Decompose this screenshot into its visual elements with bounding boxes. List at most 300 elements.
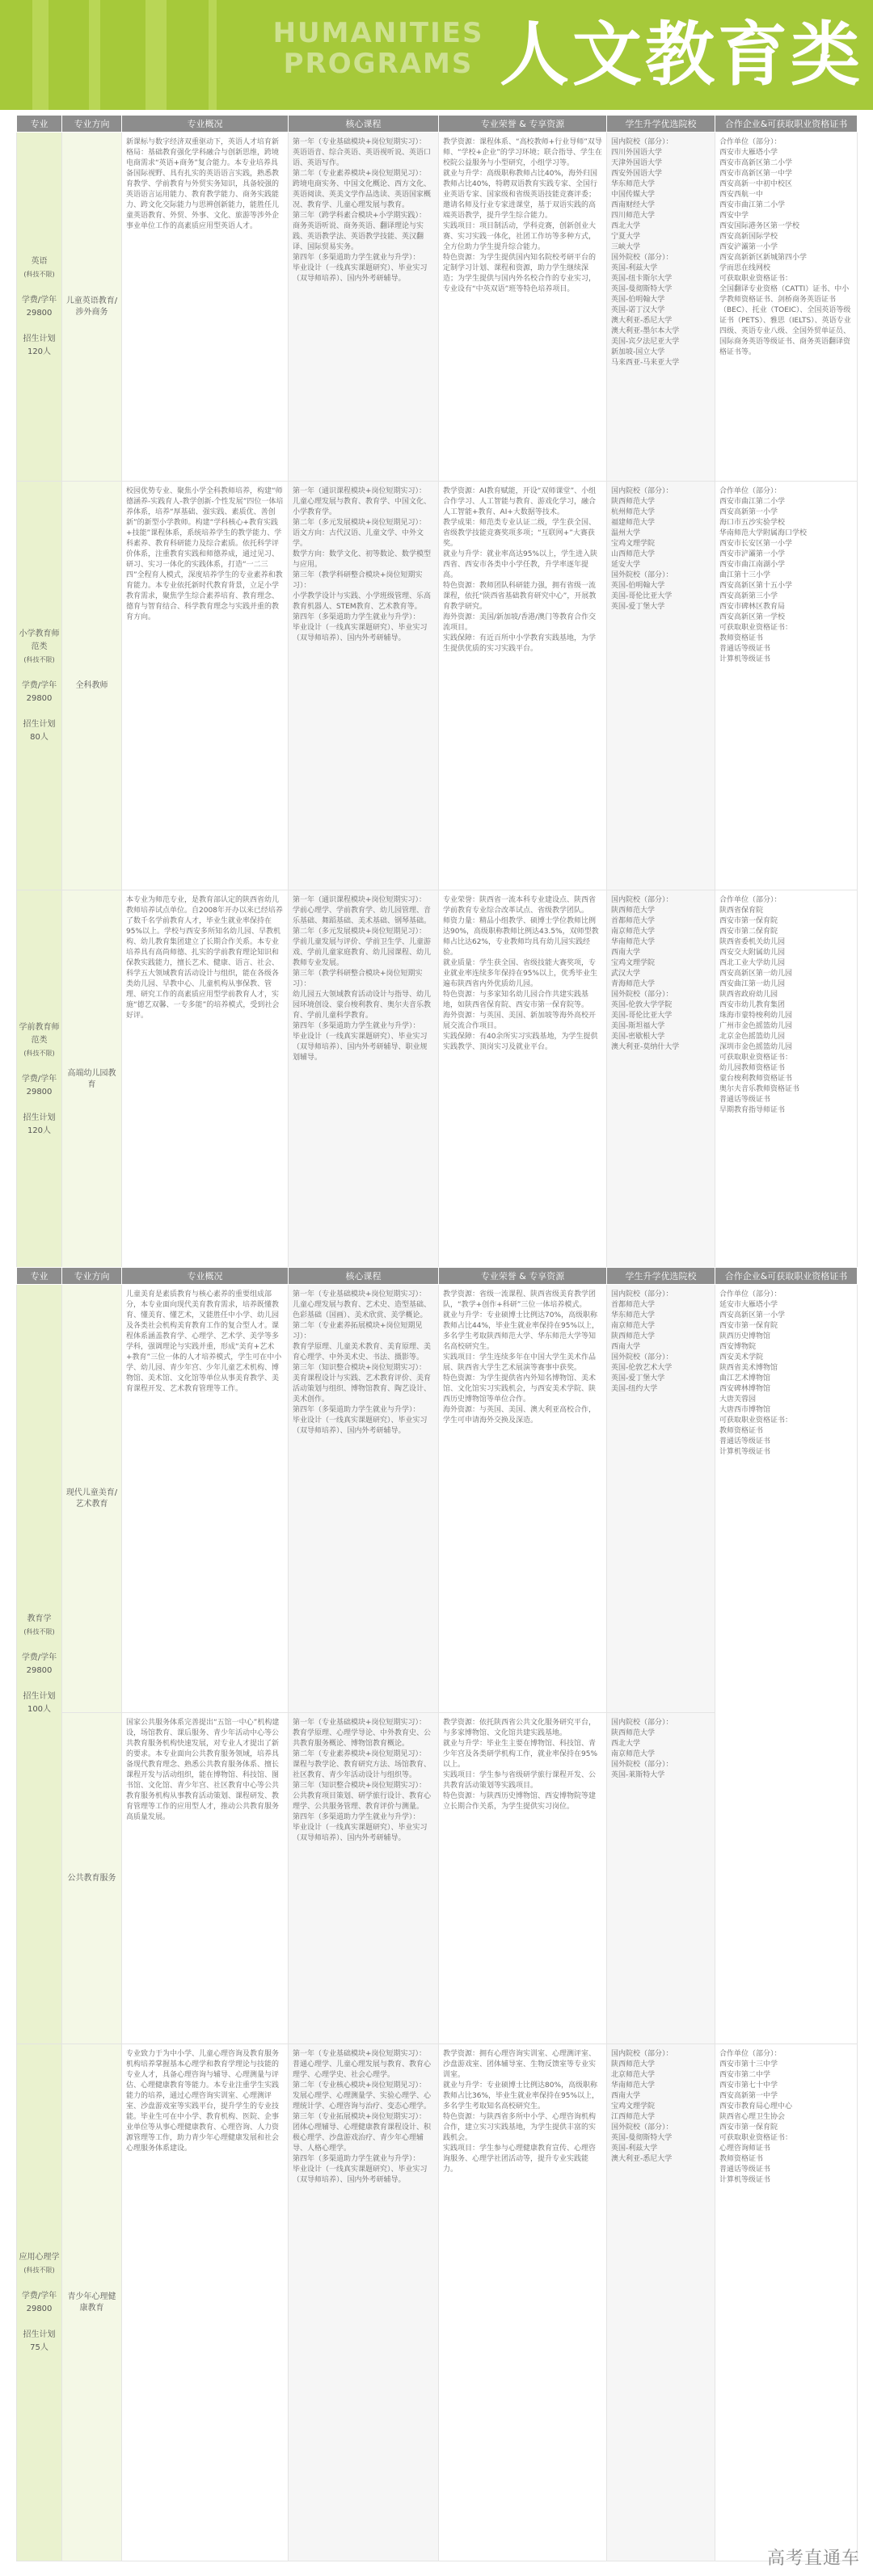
- plan-value: 120人: [27, 347, 52, 356]
- cell-line: 教师资格证书: [719, 1427, 764, 1435]
- schools-cell: [607, 133, 715, 482]
- overview-cell: 校园优势专业、聚焦小学全科教师培养，构建“师德涵养-实践育人-教学创新-个性发展”四位一体培养体系，培养“厚基础、强实践、素质优、善创新”的新型小学教师。构建“学科核心+教育实践+技能”课程体系，系统培养学生的教学能力、学科素养、教育科研能力及综合素质。依托科学评价体系，注重教育实践和师德养成，通过见习、研习、实习一体化的实践体系，打造“一二三四”全程育人模式，深度培养学生的专业素养和教育能力。本专业依托新时代教育背景，立足小学教育需求，聚焦学生综合素养培育、教育理念、德育与智育结合、科学教育理念与实践并重的教育方向。: [122, 482, 289, 890]
- plan-value: 75人: [30, 2342, 48, 2352]
- cell-line: 特色资源：与多家知名幼儿园合作共建实践基地，如陕西省保育院、西安市第一保育院等。: [443, 991, 589, 1009]
- banner-stripe: [32, 0, 48, 110]
- major-name: 英语: [31, 256, 48, 266]
- direction-cell: 全科教师: [62, 482, 122, 890]
- cell-line: 可获取职业资格证书：: [719, 2134, 793, 2142]
- courses-cell: [289, 890, 439, 1269]
- header-honors: 专业荣誉 & 专享资源: [439, 1268, 607, 1285]
- partners-cell: [715, 2044, 858, 2561]
- cell-line: 国外院校（部分）：: [611, 254, 673, 262]
- cell-line: 澳大利亚-莫纳什大学: [611, 1043, 680, 1051]
- cell-line: 海外资源：与英国、美国、澳大利亚高校合作，学生可申请海外交换及深造。: [443, 1406, 597, 1425]
- cell-line: 英国-诺丁汉大学: [611, 306, 665, 314]
- cell-line: 西安高新区第一幼儿园: [719, 970, 793, 978]
- cell-line: 第四年（多渠道助力学生就业与升学）：: [293, 613, 420, 621]
- cell-line: 新加坡-国立大学: [611, 348, 665, 356]
- cell-line: 英国-爱丁堡大学: [611, 603, 665, 611]
- cell-line: 就业与升学：高级职称教师占比40%，海外归国教师占比40%，特聘双语教育实践专家、全国行业英语专家、国家级和省级英语技能竞赛评委；邀请名师及行业专家进课堂，基于双语实践的高端英语教学，提升学生综合能力。: [443, 170, 598, 220]
- cell-line: 第一年（专业基础模块+岗位短期实习）：: [293, 1719, 427, 1727]
- table-row: [17, 133, 858, 482]
- cell-line: 英国-伯明翰大学: [611, 582, 665, 590]
- cell-line: 第二年（多元发展模块+岗位短期见习）：: [293, 519, 427, 527]
- cell-line: 西安高新国际学校: [719, 233, 778, 241]
- major-name: 学前教育师范类: [19, 1022, 60, 1045]
- cell-line: 蒙台梭利教师资格证书: [719, 1075, 793, 1083]
- cell-line: 实践项目：学生参与心理健康教育宣传、心理咨询服务、心理学社团活动等，提升专业实践能力。: [443, 2145, 597, 2174]
- cell-line: 特色资源：为学生提供国内知名院校考研平台的定制学习计划、课程和资源，助力学生继续深造；为学生提供与国内外名校合作的专业实习，专业设有“中英双语”班等特色培养项目。: [443, 254, 597, 293]
- cell-line: 宁夏大学: [611, 233, 641, 241]
- plan-label: 招生计划: [23, 2330, 56, 2339]
- cell-line: 西安市高新区第二小学: [719, 159, 793, 167]
- fee-label: 学费/学年: [21, 1652, 57, 1662]
- plan-value: 80人: [30, 732, 48, 742]
- cell-line: 西安市浐灞第一小学: [719, 550, 786, 558]
- cell-line: 第一年（专业基础模块+岗位短期实习）：: [293, 1290, 427, 1299]
- cell-line: 特色资源：与陕西省多所中小学、心理咨询机构合作，建立实习实践基地，为学生提供丰富的实践机会。: [443, 2113, 597, 2142]
- cell-line: 普通话等级证书: [719, 2166, 771, 2174]
- major-cell: [17, 890, 62, 1269]
- cell-line: 陕西师范大学: [611, 498, 656, 506]
- cell-line: 第三年（专业拓展模块+岗位短期实习）：: [293, 2113, 427, 2121]
- cell-line: 合作单位（部分）：: [719, 1290, 782, 1299]
- cell-line: 山西师范大学: [611, 550, 656, 558]
- cell-line: 第四年（多渠道助力学生就业与升学）：: [293, 1813, 420, 1821]
- major-name: 教育学: [27, 1614, 52, 1623]
- cell-line: 第一年（专业基础模块+岗位短期实习）：: [293, 138, 427, 146]
- cell-line: 可获取职业资格证书：: [719, 1416, 793, 1425]
- cell-line: 学前儿童发展与评价、学前卫生学、儿童游戏、学前儿童家庭教育、幼儿园课程、幼儿教师专业发展。: [293, 938, 432, 967]
- cell-line: 国外院校（部分）：: [611, 991, 673, 999]
- cell-line: 美国-斯坦福大学: [611, 1022, 665, 1030]
- cell-line: 第三年（教学科研整合模块+岗位短期实习）：: [293, 571, 423, 590]
- cell-line: 西安市教育局心理中心: [719, 2102, 793, 2111]
- cell-line: 陕西省美术博物馆: [719, 1364, 778, 1372]
- cell-line: 普通话等级证书: [719, 1096, 771, 1104]
- cell-line: 第四年（多渠道助力学生就业与升学）：: [293, 1406, 420, 1414]
- honors-cell: [439, 1713, 607, 2044]
- cell-line: 毕业设计（一线真实课题研究）、毕业实习（双导师培养）、国内外考研辅导。: [293, 1824, 428, 1842]
- major-tag: (科技不限): [23, 1627, 55, 1635]
- plan-label: 招生计划: [23, 334, 56, 343]
- cell-line: 西安曲江第一幼儿园: [719, 980, 786, 988]
- plan-value: 100人: [27, 1704, 52, 1714]
- cell-line: 青海师范大学: [611, 980, 656, 988]
- cell-line: 西安市第七十中学: [719, 2081, 778, 2090]
- cell-line: 天津外国语大学: [611, 159, 663, 167]
- cell-line: 福建师范大学: [611, 519, 656, 527]
- courses-cell: [289, 1285, 439, 1713]
- cell-line: 计算机等级证书: [719, 1448, 771, 1456]
- cell-line: 西安高新区第一学校: [719, 613, 786, 621]
- cell-line: 幼儿园五大领域教育活动设计与指导、幼儿园环境创设、蒙台梭利教育、奥尔夫音乐教育、学前儿童科学教育。: [293, 991, 432, 1020]
- cell-line: 国外院校（部分）：: [611, 1761, 673, 1769]
- courses-cell: [289, 1713, 439, 2044]
- plan-value: 120人: [27, 1126, 52, 1135]
- cell-line: 特色资源：与陕西历史博物馆、西安博物院等建立长期合作关系，为学生提供实习岗位。: [443, 1792, 597, 1811]
- cell-line: 第一年（通识课程模块+岗位短期实习）：: [293, 487, 427, 495]
- cell-line: 西安高新区第十五小学: [719, 582, 793, 590]
- cell-line: 首都师范大学: [611, 1301, 656, 1309]
- header-courses: 核心课程: [289, 1268, 439, 1285]
- cell-line: 英国-利兹大学: [611, 2145, 658, 2153]
- cell-line: 广州市金色摇篮幼儿园: [719, 1022, 793, 1030]
- cell-line: 华东师范大学: [611, 1311, 656, 1320]
- cell-line: 陕西省心理卫生协会: [719, 2113, 786, 2121]
- cell-line: 西安市曲江南湖小学: [719, 561, 786, 569]
- cell-line: 美国-密歇根大学: [611, 1033, 665, 1041]
- major-tag: (科技不限): [23, 1049, 55, 1057]
- cell-line: 西安高新一中初中校区: [719, 180, 793, 188]
- courses-cell: [289, 133, 439, 482]
- cell-line: 马来西亚-马来亚大学: [611, 359, 680, 367]
- cell-line: 学前心理学、学前教育学、幼儿园管理、音乐基础、舞蹈基础、美术基础、钢琴基础。: [293, 907, 432, 925]
- cell-line: 西安交大附属幼儿园: [719, 949, 786, 957]
- fee-label: 学费/学年: [21, 680, 57, 690]
- banner-title-cn: 人文教育类: [500, 15, 863, 95]
- cell-line: 第二年（专业素养模块+岗位短期见习）：: [293, 1750, 427, 1758]
- major-tag: (科技不限): [23, 655, 55, 663]
- cell-line: 计算机等级证书: [719, 655, 771, 663]
- cell-line: 早期教育指导师证书: [719, 1106, 786, 1114]
- cell-line: 陕西师范大学: [611, 907, 656, 915]
- cell-line: 实践保障：有40余所实习实践基地，为学生提供实践教学、顶岗实习及就业平台。: [443, 1033, 598, 1051]
- cell-line: 毕业设计（一线真实课题研究）、毕业实习（双导师培养）、国内外考研辅导。: [293, 624, 428, 642]
- banner-stripe: [209, 0, 217, 110]
- cell-line: 南京师范大学: [611, 928, 656, 936]
- table-row: [17, 1285, 858, 1713]
- cell-line: 西安高新第一中学: [719, 2092, 778, 2100]
- cell-line: 第三年（跨学科素合模块+小学期实践）：: [293, 212, 427, 220]
- cell-line: 第三年（教学科研整合模块+岗位短期实习）：: [293, 970, 423, 988]
- cell-line: 澳大利亚-墨尔本大学: [611, 327, 680, 335]
- partners-cell: [715, 890, 858, 1269]
- major-cell: [17, 2044, 62, 2561]
- cell-line: 陕西省委机关幼儿园: [719, 938, 786, 946]
- cell-line: 合作单位（部分）：: [719, 487, 782, 495]
- table-row: [17, 2044, 858, 2561]
- cell-line: 第三年（知识整合模块+岗位短期实习）：: [293, 1782, 427, 1790]
- cell-line: 毕业设计（一线真实课题研究）、毕业实习（双导师培养）、国内外考研辅导、职业规划辅导。: [293, 1033, 428, 1062]
- partners-cell: [715, 482, 858, 890]
- cell-line: 西安市第一保育院: [719, 917, 778, 925]
- cell-line: 宝鸡文理学院: [611, 540, 656, 548]
- table-header-row: [17, 1268, 858, 1285]
- cell-line: 团体心理辅导、心理健康教育课程设计、积极心理学、沙盘游戏治疗、青少年心理辅导、人格心理学。: [293, 2124, 432, 2153]
- header-direction: 专业方向: [62, 116, 122, 133]
- header-schools: 学生升学优选院校: [607, 1268, 715, 1285]
- cell-line: 陕西师范大学: [611, 1332, 656, 1341]
- cell-line: 西安国际港务区第一学校: [719, 222, 800, 230]
- header-honors: 专业荣誉 & 专享资源: [439, 116, 607, 133]
- cell-line: 西安市第一保育院: [719, 1322, 778, 1330]
- major-cell: [17, 482, 62, 890]
- cell-line: 国外院校（部分）：: [611, 1353, 673, 1362]
- cell-line: 江西师范大学: [611, 2113, 656, 2121]
- header-courses: 核心课程: [289, 116, 439, 133]
- honors-cell: [439, 890, 607, 1269]
- schools-cell: [607, 890, 715, 1269]
- cell-line: 小学教学设计与实践、小学班级管理、乐高教育机器人、STEM教育、艺术教育等。: [293, 592, 432, 611]
- direction-cell: 公共教育服务: [62, 1713, 122, 2044]
- cell-line: 普通话等级证书: [719, 645, 771, 653]
- cell-line: 实践保障：有近百所中小学教育实践基地，为学生提供优质的实习实践平台。: [443, 634, 597, 653]
- cell-line: 就业质量：学生获全国、省级技能大赛奖项，专业就业率连续多年保持在95%以上，优秀毕业生遍布陕西省内外优质幼儿园。: [443, 959, 598, 988]
- cell-line: 西安市碑林区教育局: [719, 603, 786, 611]
- cell-line: 西北大学: [611, 222, 641, 230]
- cell-line: 第四年（多渠道助力学生就业与升学）：: [293, 2155, 420, 2163]
- cell-line: 英国-伦敦大学学院: [611, 1001, 673, 1009]
- direction-cell: 现代儿童美育/艺术教育: [62, 1285, 122, 1713]
- fee-value: 29800: [26, 693, 53, 703]
- cell-line: 全国翻译专业资格（CATTI）证书、中小学教师资格证书、剑桥商务英语证书（BEC）、托业（TOEIC）、全国英语等级证书（PETS）、雅思（IELTS）、英语专业四级、英语专业八级、全国外贸单证员、国际商务英语等级证书、商务英语翻译资格证书等。: [719, 285, 851, 356]
- overview-cell: 新课标与数字经济双重驱动下，英语人才培育新格局：基础教育强化学科融合与创新思维，跨境电商需求“英语+商务”复合能力。本专业培养具备国际视野、具有扎实的英语语言实践，熟悉教育教学、学前教育与外贸实务知识，具备较强的英语语言运用能力、教育教学能力、商务实践能力、跨文化交际能力与思辨创新能力，能胜任儿童英语教育、外贸、外事、文化、旅游等涉外企事业单位工作的高素质应用型英语人才。: [122, 133, 289, 482]
- cell-line: 国内院校（部分）：: [611, 1290, 673, 1299]
- cell-line: 美国-哥伦比亚大学: [611, 592, 673, 600]
- cell-line: 合作单位（部分）：: [719, 138, 782, 146]
- cell-line: 第二年（专业素养模块+岗位短期见习）：: [293, 170, 427, 178]
- cell-line: 实践项目：学生连续多年在中国大学生美术作品展、陕西省大学生艺术展演等赛事中获奖。: [443, 1353, 597, 1372]
- cell-line: 合作单位（部分）：: [719, 896, 782, 904]
- programs-table-upper: [16, 115, 858, 1269]
- courses-cell: [289, 482, 439, 890]
- cell-line: 西安西航一中: [719, 191, 764, 199]
- fee-label: 学费/学年: [21, 2291, 57, 2300]
- cell-line: 特色资源：教师团队科研能力强，拥有省级一流课程，依托“陕西省基础教育研究中心”，开展教育教学研究。: [443, 582, 597, 611]
- cell-line: 珠海市蒙特梭利幼儿园: [719, 1012, 793, 1020]
- plan-label: 招生计划: [23, 1691, 56, 1701]
- cell-line: 西南财经大学: [611, 201, 656, 209]
- cell-line: 延安市大雁塔小学: [719, 1301, 778, 1309]
- fee-value: 29800: [26, 1665, 53, 1675]
- cell-line: 就业与升学：专业硕博士比例达80%，高级职称教师占比36%，毕业生就业率保持在95%以上，多名学生考取知名高校研究生。: [443, 2081, 600, 2111]
- cell-line: 教学资源：省级一流课程、陕西省级美育教学团队，“教学+创作+科研”三位一体培养模式。: [443, 1290, 597, 1309]
- cell-line: 就业与升学：毕业生主要在博物馆、科技馆、青少年宫及各类研学机构工作，就业率保持在95%以上。: [443, 1740, 598, 1769]
- cell-line: 南京师范大学: [611, 1750, 656, 1758]
- cell-line: 国外院校（部分）：: [611, 571, 673, 579]
- cell-line: 毕业设计（一线真实课题研究）、毕业实习（双导师培养）、国内外考研辅导。: [293, 264, 428, 283]
- cell-line: 第四年（多渠道助力学生就业与升学）：: [293, 1022, 420, 1030]
- cell-line: 西安博物院: [719, 1343, 757, 1351]
- cell-line: 海外资源：美国/新加坡/香港/澳门等教育合作交流项目。: [443, 613, 597, 632]
- cell-line: 实践项目：项目制活动，学科竞赛，创新创业大赛、实习实践一体化，社团工作坊等多种方式，全方位助力学生提升综合能力。: [443, 222, 597, 251]
- schools-cell: [607, 1285, 715, 1713]
- cell-line: 英国-曼彻斯特大学: [611, 285, 673, 293]
- cell-line: 陕西历史博物馆: [719, 1332, 771, 1341]
- cell-line: 国内院校（部分）：: [611, 2050, 673, 2058]
- cell-line: 第二年（专业核心模块+岗位短期见习）：: [293, 2081, 427, 2090]
- cell-line: 北京金色摇篮幼儿园: [719, 1033, 786, 1041]
- cell-line: 普通心理学、儿童心理发展与教育、教育心理学、心理学史、社会心理学。: [293, 2060, 432, 2079]
- plan-label: 招生计划: [23, 719, 56, 729]
- plan-label: 招生计划: [23, 1113, 56, 1122]
- header-schools: 学生升学优选院校: [607, 116, 715, 133]
- cell-line: 杭州师范大学: [611, 508, 656, 516]
- cell-line: 陕西师范大学: [611, 2060, 656, 2069]
- cell-line: 学而思在线网校: [719, 264, 771, 272]
- honors-cell: [439, 133, 607, 482]
- cell-line: 国内院校（部分）：: [611, 896, 673, 904]
- cell-line: 海口市五沙实验学校: [719, 519, 786, 527]
- header-banner: [0, 0, 873, 110]
- cell-line: 英国-曼彻斯特大学: [611, 2134, 673, 2142]
- cell-line: 儿童心理发展与教育、艺术史、造型基础、色彩基础（国画）、美术欣赏、美学概论。: [293, 1301, 432, 1320]
- fee-label: 学费/学年: [21, 295, 57, 305]
- cell-line: 西北工业大学幼儿园: [719, 959, 786, 967]
- cell-line: 西南大学: [611, 2092, 641, 2100]
- direction-cell: 高端幼儿园教育: [62, 890, 122, 1269]
- cell-line: 发展心理学、心理测量学、实验心理学、心理统计学、心理咨询与治疗、变态心理学。: [293, 2092, 432, 2111]
- cell-line: 四川外国语大学: [611, 149, 663, 157]
- cell-line: 西安碑林博物馆: [719, 1385, 771, 1393]
- cell-line: 可获取职业资格证书：: [719, 624, 793, 632]
- cell-line: 西安高新新区新城第四小学: [719, 254, 808, 262]
- cell-line: 教学资源：依托陕西省公共文化服务研究平台，与多家博物馆、文化馆共建实践基地。: [443, 1719, 597, 1737]
- partners-cell: [715, 1285, 858, 2044]
- cell-line: 大唐芙蓉园: [719, 1395, 757, 1404]
- cell-line: 英国-伦敦艺术大学: [611, 1364, 673, 1372]
- cell-line: 英国-莱斯特大学: [611, 1771, 665, 1779]
- cell-line: 西安市幼儿教育集团: [719, 1001, 786, 1009]
- cell-line: 师资力量：精品小组教学、硕博士学位教师比例达90%，高级职称教师比例达43.5%，双师型教师占比达62%，专业教师均具有幼儿园实践经验。: [443, 917, 599, 957]
- cell-line: 温州大学: [611, 529, 641, 537]
- header-partners: 合作企业&可获取职业资格证书: [715, 1268, 858, 1285]
- overview-cell: 儿童美育是素质教育与核心素养的重要组成部分，本专业面向现代美育教育需求，培养既懂教育、懂美育、懂艺术，又能胜任中小学、幼儿园及各类社会机构美育教育工作的复合型人才。课程体系涵盖教育学、心理学、艺术学、美学等多学科，强调理论与实践并重，形成“美育+艺术+教育”三位一体的人才培养模式，学生可在中小学、幼儿园、青少年宫、少年儿童艺术机构、博物馆、美术馆、文化馆等单位从事美育教学、美育课程开发、艺术教育管理等工作。: [122, 1285, 289, 1713]
- cell-line: 三峡大学: [611, 243, 641, 251]
- header-overview: 专业概况: [122, 116, 289, 133]
- cell-line: 澳大利亚-悉尼大学: [611, 2155, 673, 2163]
- schools-cell: [607, 482, 715, 890]
- major-name: 应用心理学: [19, 2252, 60, 2262]
- header-major: 专业: [17, 116, 62, 133]
- cell-line: 西安市第一保育院: [719, 2124, 778, 2132]
- cell-line: 武汉大学: [611, 970, 641, 978]
- cell-line: 毕业设计（一线真实课题研究）、毕业实习（双导师培养）、国内外考研辅导。: [293, 2166, 428, 2184]
- honors-cell: [439, 2044, 607, 2561]
- banner-stripe: [89, 0, 100, 110]
- cell-line: 就业与升学：就业率高达95%以上，学生进入陕西省、西安市各类中小学任教，升学率逐年提高。: [443, 550, 598, 579]
- cell-line: 第一年（通识课程模块+岗位短期实习）：: [293, 896, 427, 904]
- cell-line: 商务英语听说、商务英语、翻译理论与实践、英语教学法、英语教学技能、英汉翻译、国际贸易实务。: [293, 222, 424, 251]
- overview-cell: 本专业为师范专业，是教育部认定的陕西省幼儿教师培养试点单位。自2008年开办以来已经培养了数千名学前教育人才，毕业生就业率保持在95%以上。学校与西安多所知名幼儿园、早教机构、幼儿教育集团建立了长期合作关系。本专业培养具有高尚师德、扎实的学前教育理论知识和保教实践能力，擅长艺术、健康、语言、社会、科学五大领域教育活动设计与组织，能在各级各类幼儿园、早教中心、儿童机构从事保教、管理、研究工作的高素质应用型学前教育人才，实施“德艺双馨、一专多能”的培养模式，受到社会好评。: [122, 890, 289, 1269]
- major-name: 小学教育师范类: [19, 629, 60, 651]
- cell-line: 教育学原理、心理学导论、中外教育史、公共教育服务概论、博物馆教育概论。: [293, 1729, 432, 1748]
- cell-line: 教学成果：师范类专业认证二级，学生获全国、省级教学技能竞赛奖项多项；“互联网+”大赛获奖。: [443, 519, 597, 548]
- cell-line: 西安市第二保育院: [719, 928, 778, 936]
- cell-line: 华南师范大学: [611, 938, 656, 946]
- cell-line: 国内院校（部分）：: [611, 138, 673, 146]
- cell-line: 南京师范大学: [611, 1322, 656, 1330]
- cell-line: 奥尔夫音乐教师资格证书: [719, 1085, 800, 1093]
- cell-line: 教育学原理、儿童美术教育、美育原理、美育心理学、中外美术史、书法、摄影等。: [293, 1343, 432, 1362]
- cell-line: 国内院校（部分）：: [611, 1719, 673, 1727]
- cell-line: 可获取职业资格证书：: [719, 275, 793, 283]
- cell-line: 西安美术学院: [719, 1353, 764, 1362]
- cell-line: 曲江第十三小学: [719, 571, 771, 579]
- header-partners: 合作企业&可获取职业资格证书: [715, 116, 858, 133]
- cell-line: 数学方向：数学文化、初等数论、数学模型与应用。: [293, 550, 432, 569]
- cell-line: 西安市曲江第二小学: [719, 201, 786, 209]
- cell-line: 儿童心理发展与教育、教育学、中国文化、小学教育学。: [293, 498, 432, 516]
- programs-table-lower: [16, 1267, 858, 2561]
- cell-line: 课程与教学论、教育研究方法、场馆教育、社区教育、青少年活动设计与组织等。: [293, 1761, 432, 1779]
- footer-brand: 高考直通车: [766, 2549, 860, 2569]
- major-cell: [17, 133, 62, 482]
- cell-line: 英国-伯明翰大学: [611, 296, 665, 304]
- honors-cell: [439, 1285, 607, 1713]
- cell-line: 第三年（知识整合模块+岗位短期实习）：: [293, 1364, 427, 1372]
- cell-line: 心理咨询师证书: [719, 2145, 771, 2153]
- cell-line: 语文方向：古代汉语、儿童文学、中外文学。: [293, 529, 424, 548]
- direction-cell: 儿童英语教育/涉外商务: [62, 133, 122, 482]
- header-overview: 专业概况: [122, 1268, 289, 1285]
- cell-line: 西安中学: [719, 212, 749, 220]
- cell-line: 西安市大雁塔小学: [719, 149, 778, 157]
- partners-cell: [715, 133, 858, 482]
- cell-line: 国内院校（部分）：: [611, 487, 673, 495]
- schools-cell: [607, 1713, 715, 2044]
- cell-line: 华南师范大学附属海口学校: [719, 529, 808, 537]
- cell-line: 专业荣誉：陕西省一流本科专业建设点、陕西省学前教育专业综合改革试点、省级教学团队。: [443, 896, 597, 915]
- cell-line: 延安大学: [611, 561, 641, 569]
- cell-line: 华南师范大学: [611, 2081, 656, 2090]
- cell-line: 幼儿园教师资格证书: [719, 1064, 786, 1072]
- banner-title-en: HUMANITIES PROGRAMS: [272, 17, 484, 80]
- cell-line: 公共教育项目策划、研学旅行设计、教育心理学、公共服务管理、教育评价与测量。: [293, 1792, 432, 1811]
- major-tag: (科技不限): [23, 2266, 55, 2274]
- table-header-row: [17, 116, 858, 133]
- cell-line: 西安外国语大学: [611, 170, 663, 178]
- direction-cell: 青少年心理健康教育: [62, 2044, 122, 2561]
- cell-line: 陕西省保育院: [719, 907, 764, 915]
- cell-line: 教学资源：课程体系、“高校教师+行业导师”双导师、“学校+企业”的学习环境；联合指导、学生在校院公益服务与小型研究，小组学习等。: [443, 138, 602, 167]
- cell-line: 西安高新第一小学: [719, 508, 778, 516]
- cell-line: 教学资源：AI教育赋能，开设“双师课堂”、小组合作学习、人工智能与教育、游戏化学习，融合人工智能+教育、AI+大数据等技术。: [443, 487, 597, 516]
- cell-line: 首都师范大学: [611, 917, 656, 925]
- fee-label: 学费/学年: [21, 1074, 57, 1084]
- cell-line: 英国-利兹大学: [611, 264, 658, 272]
- cell-line: 北京师范大学: [611, 2071, 656, 2079]
- cell-line: 西安高新区第一小学: [719, 1311, 786, 1320]
- cell-line: 西安市长安区第一小学: [719, 540, 793, 548]
- cell-line: 美国-哥伦比亚大学: [611, 1012, 673, 1020]
- cell-line: 跨境电商实务、中国文化概论、西方文化、英语阅读、英美文学作品选读、英语国家概况、教育学、儿童心理发展与教育。: [293, 180, 432, 209]
- cell-line: 西安高新第三小学: [719, 592, 778, 600]
- cell-line: 国外院校（部分）：: [611, 2124, 673, 2132]
- cell-line: 计算机等级证书: [719, 2176, 771, 2184]
- cell-line: 第四年（多渠道助力学生就业与升学）：: [293, 254, 420, 262]
- schools-cell: [607, 2044, 715, 2561]
- cell-line: 英国-纽卡斯尔大学: [611, 275, 673, 283]
- table-row: [17, 482, 858, 890]
- cell-line: 实践项目：学生参与省级研学旅行课程开发、公共教育活动策划等实践项目。: [443, 1771, 597, 1790]
- cell-line: 宝鸡文理学院: [611, 2102, 656, 2111]
- overview-cell: 国家公共服务体系完善提出“五馆一中心”机构建设，场馆教育、课后服务、青少年活动中心等公共教育服务机构快速发展，对专业人才提出了新的要求。本专业面向公共教育服务领域，培养具备现代教育理念、熟悉公共教育服务体系、擅长课程开发与活动组织，能在博物馆、科技馆、图书馆、文化馆、青少年宫、社区教育中心等公共教育服务机构从事教育活动策划、课程研发、教育管理等工作的应用型人才，推动公共教育服务高质量发展。: [122, 1713, 289, 2044]
- header-direction: 专业方向: [62, 1268, 122, 1285]
- cell-line: 深圳市金色摇篮幼儿园: [719, 1043, 793, 1051]
- header-major: 专业: [17, 1268, 62, 1285]
- fee-value: 29800: [26, 308, 53, 318]
- cell-line: 可获取职业资格证书：: [719, 1054, 793, 1062]
- cell-line: 西安市第十三中学: [719, 2060, 778, 2069]
- cell-line: 华东师范大学: [611, 180, 656, 188]
- cell-line: 四川师范大学: [611, 212, 656, 220]
- cell-line: 教学资源：拥有心理咨询实训室、心理测评室、沙盘游戏室、团体辅导室、生物反馈室等专业实训室。: [443, 2050, 597, 2079]
- cell-line: 陕西省政府幼儿园: [719, 991, 778, 999]
- cell-line: 教师资格证书: [719, 634, 764, 642]
